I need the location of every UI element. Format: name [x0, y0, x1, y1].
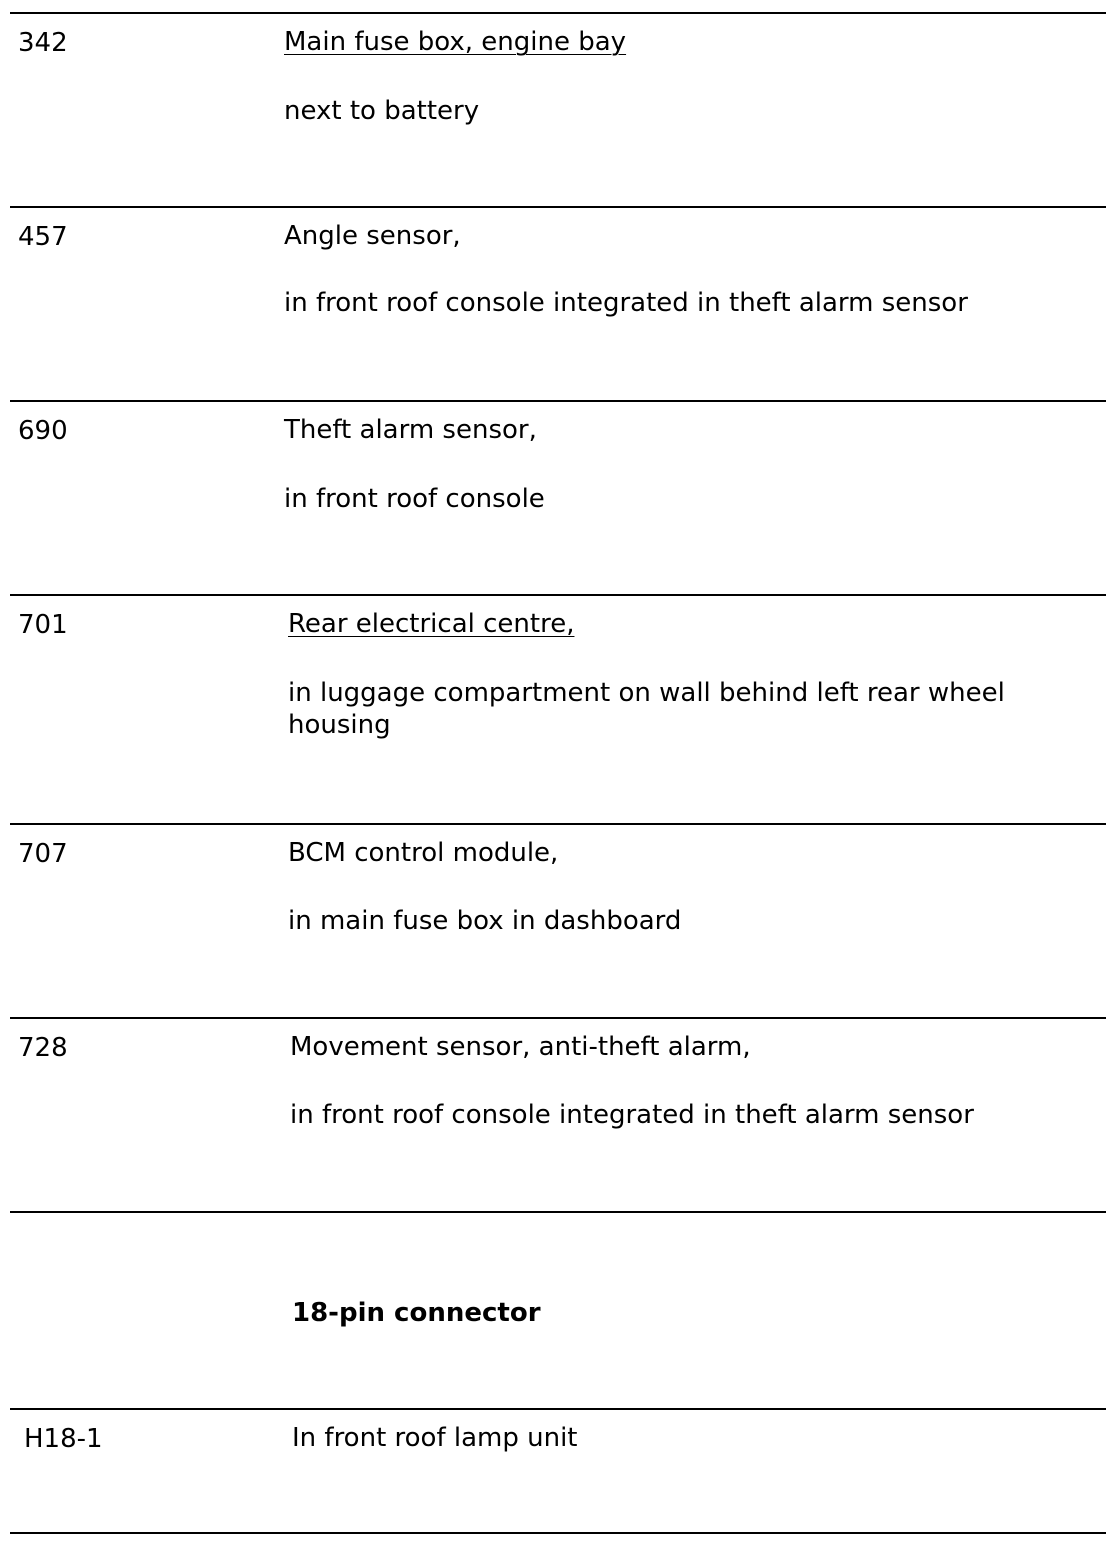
component-title: Angle sensor, — [284, 221, 461, 251]
component-location: in luggage compartment on wall behind left rear wheel housing — [288, 678, 1005, 740]
component-title: Movement sensor, anti-theft alarm, — [290, 1032, 751, 1062]
row-divider — [10, 206, 1106, 208]
row-divider — [10, 823, 1106, 825]
connector-location: In front roof lamp unit — [292, 1423, 578, 1453]
row-divider — [10, 400, 1106, 402]
component-location: in front roof console integrated in theft alarm sensor — [284, 288, 968, 318]
component-title: Rear electrical centre, — [288, 609, 575, 639]
row-divider — [10, 594, 1106, 596]
row-divider — [10, 1408, 1106, 1410]
component-title: Theft alarm sensor, — [284, 415, 537, 445]
table-bottom-rule — [10, 1532, 1106, 1534]
component-code: 701 — [18, 610, 68, 640]
row-divider — [10, 1017, 1106, 1019]
component-title: Main fuse box, engine bay — [284, 27, 627, 57]
component-code: 457 — [18, 222, 68, 252]
component-title: BCM control module, — [288, 838, 559, 868]
connector-code: H18-1 — [24, 1424, 103, 1454]
component-code: 690 — [18, 416, 68, 446]
component-code: 342 — [18, 28, 68, 58]
section-heading: 18-pin connector — [292, 1298, 541, 1328]
row-divider — [10, 1211, 1106, 1213]
component-code: 728 — [18, 1033, 68, 1063]
component-code: 707 — [18, 839, 68, 869]
table-top-rule — [10, 12, 1106, 14]
component-location: in main fuse box in dashboard — [288, 906, 682, 936]
component-location: next to battery — [284, 96, 480, 126]
component-location: in front roof console integrated in theft alarm sensor — [290, 1100, 974, 1130]
component-location: in front roof console — [284, 484, 545, 514]
